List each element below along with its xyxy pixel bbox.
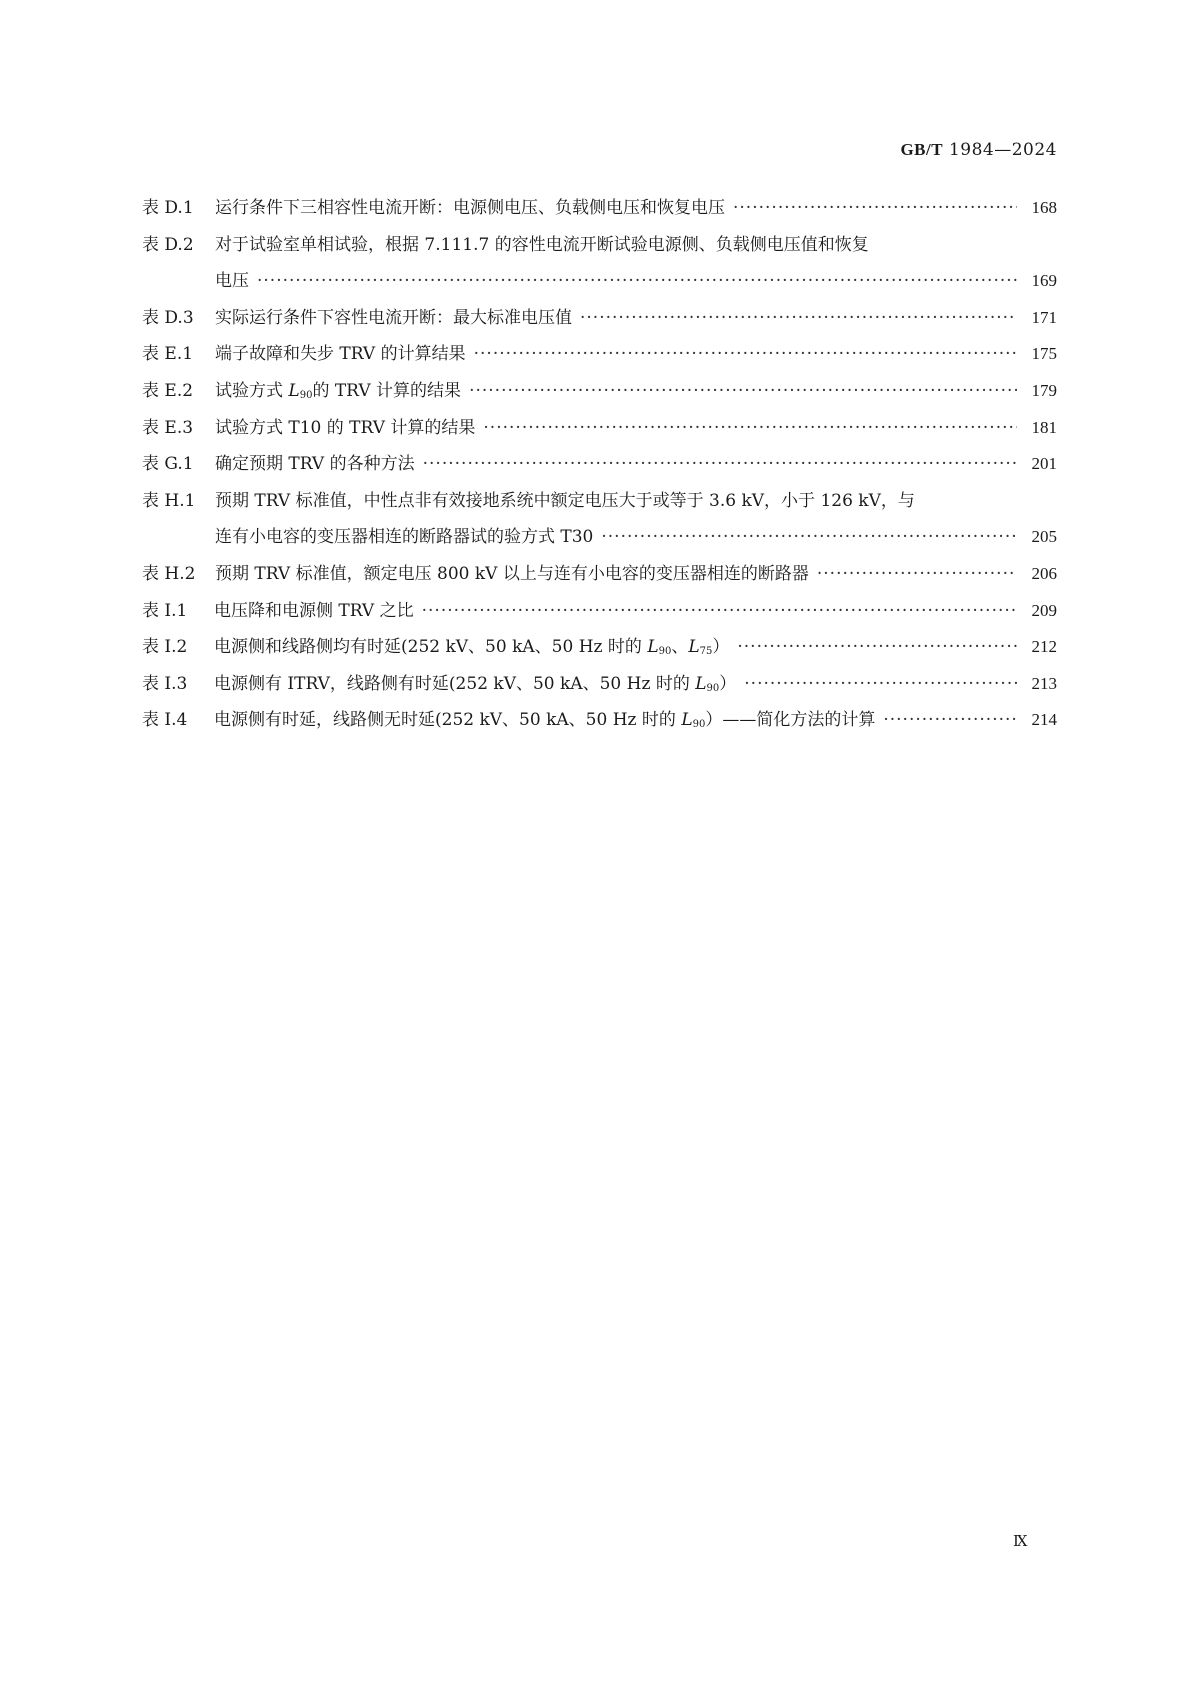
entry-page: 171 [1031,307,1057,327]
entry-title: 试验方式 $L_{90}$的 TRV 计算的结果 [215,380,462,401]
toc-entry-table-h2[interactable] [142,556,1057,593]
entry-page: 214 [1031,710,1057,730]
toc-entry-table-g1[interactable] [142,446,1057,483]
symbol-l: L [688,637,700,658]
leader-dots [817,556,1017,593]
entry-page: 205 [1031,527,1057,547]
symbol-l: L [681,710,693,731]
toc-entry-table-i2[interactable] [142,629,1057,666]
entry-page: 206 [1031,563,1057,583]
entry-label: 表 H.1 [142,490,196,511]
entry-title: 试验方式 T10 的 TRV 计算的结果 [215,417,476,438]
symbol-subscript: 75 [699,646,713,658]
entry-title: 电压降和电源侧 TRV 之比 [214,600,414,621]
entry-title: 预期 TRV 标准值，额定电压 800 kV 以上与连有小电容的变压器相连的断路器 [215,563,809,584]
symbol-l: L [695,673,707,694]
toc-entry-table-i3[interactable] [142,666,1057,703]
entry-title: 电源侧有 ITRV，线路侧有时延(252 kV、50 kA、50 Hz 时的 $L_{90}$） [214,673,737,694]
entry-label: 表 E.1 [142,344,194,365]
entry-page: 179 [1031,380,1057,400]
symbol-l: L [647,637,659,658]
entry-label: 表 E.3 [142,417,194,438]
leader-dots [601,519,1017,556]
entry-page: 209 [1031,600,1057,620]
table-list [142,190,1057,739]
toc-entry-table-e1[interactable] [142,336,1057,373]
symbol-subscript: 90 [299,389,313,401]
toc-entry-table-d2[interactable] [142,227,1057,300]
toc-entry-table-i1[interactable] [142,593,1057,630]
entry-label: 表 G.1 [142,454,194,475]
toc-entry-table-d3[interactable] [142,300,1057,337]
entry-title: 确定预期 TRV 的各种方法 [215,454,415,475]
leader-dots [474,336,1017,373]
toc-entry-table-e3[interactable] [142,410,1057,447]
leader-dots [580,300,1017,337]
leader-dots [257,263,1017,300]
entry-label: 表 I.4 [142,710,188,731]
symbol-subscript: 90 [692,719,706,731]
entry-label: 表 E.2 [142,380,194,401]
entry-label: 表 D.2 [142,234,194,255]
symbol-subscript: 90 [658,646,672,658]
entry-label: 表 D.3 [142,307,194,328]
leader-dots [423,446,1017,483]
toc-entry-table-i4[interactable] [142,702,1057,739]
entry-title: 预期 TRV 标准值，中性点非有效接地系统中额定电压大于或等于 3.6 kV，小于 126 kV，与 [215,490,915,511]
leader-dots [733,190,1017,227]
entry-page: 168 [1031,198,1057,217]
entry-title-continued: 连有小电容的变压器相连的断路器试的验方式 T30 [215,527,594,548]
entry-label: 表 H.2 [142,563,196,584]
toc-entry-table-e2[interactable] [142,373,1057,410]
leader-dots [737,629,1017,666]
toc-entry-table-h1[interactable] [142,483,1057,556]
entry-page: 201 [1031,454,1057,474]
leader-dots [483,410,1017,447]
entry-title: 运行条件下三相容性电流开断：电源侧电压、负载侧电压和恢复电压 [215,198,725,218]
toc-entry-table-d1[interactable] [142,190,1057,227]
entry-page: 212 [1031,637,1057,657]
entry-title: 电源侧有时延，线路侧无时延(252 kV、50 kA、50 Hz 时的 $L_{90})——$简化方法的计算 [214,710,876,731]
entry-title: 电源侧和线路侧均有时延(252 kV、50 kA、50 Hz 时的 $L_{90}$、$L_{75}$） [214,637,730,658]
entry-label: 表 D.1 [142,198,194,218]
leader-dots [469,373,1017,410]
entry-title: 对于试验室单相试验，根据 7.111.7 的容性电流开断试验电源侧、负载侧电压值和恢复 [215,234,869,255]
standard-prefix: GB/T [900,140,944,159]
standard-number: 1984—2024 [948,140,1057,160]
symbol-subscript: 90 [706,682,720,694]
entry-label: 表 I.2 [142,637,188,658]
entry-label: 表 I.1 [142,600,188,621]
entry-title: 端子故障和失步 TRV 的计算结果 [215,344,466,365]
entry-title-continued: 电压 [215,271,249,292]
leader-dots [422,593,1017,630]
page-number: Ⅸ [1013,1532,1028,1550]
entry-page: 213 [1031,673,1057,693]
entry-page: 169 [1031,271,1057,291]
entry-label: 表 I.3 [142,673,188,694]
symbol-l: L [288,380,300,401]
document-header [900,140,1057,160]
entry-page: 175 [1031,344,1057,364]
leader-dots [883,702,1017,739]
leader-dots [744,666,1017,703]
entry-title: 实际运行条件下容性电流开断：最大标准电压值 [215,307,572,328]
entry-page: 181 [1031,417,1057,437]
